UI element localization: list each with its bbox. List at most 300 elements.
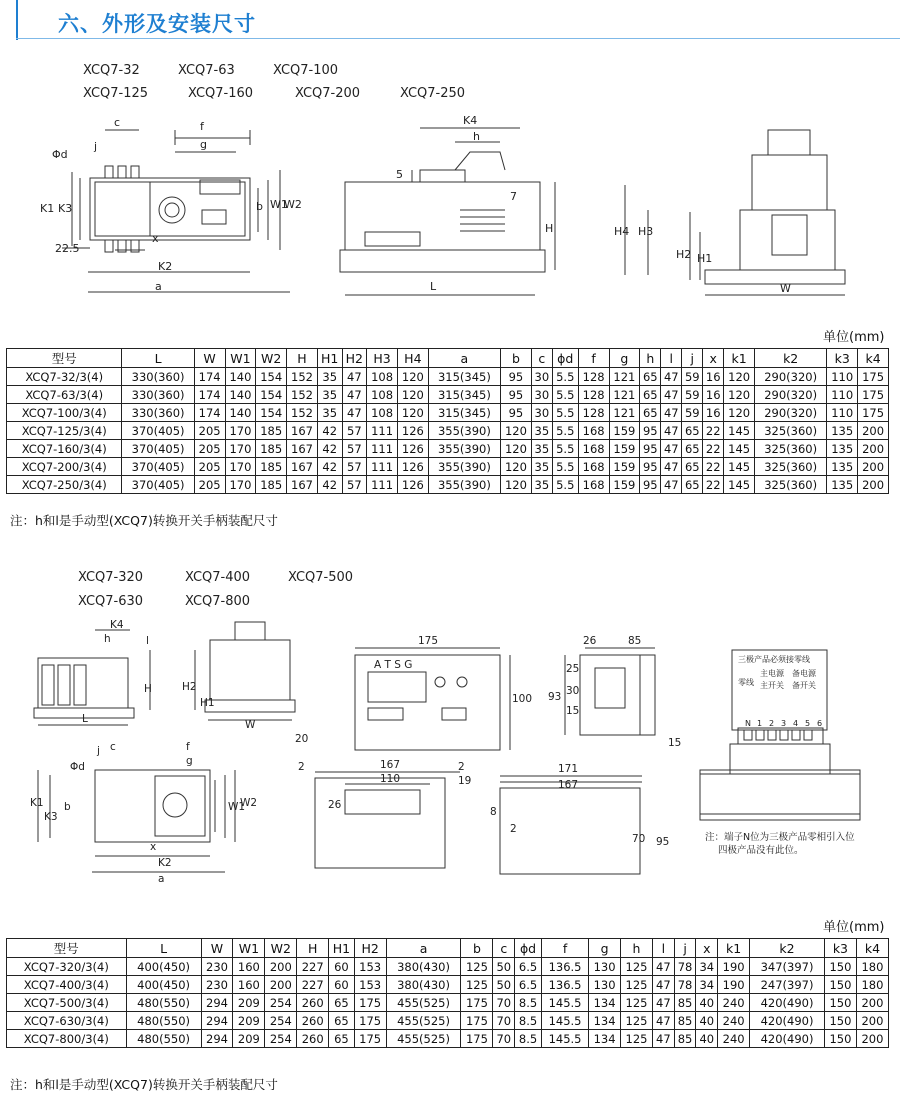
column-header: H3 <box>367 349 398 368</box>
table-cell: XCQ7-250/3(4) <box>7 476 122 494</box>
column-header: h <box>621 939 653 958</box>
table-cell: 47 <box>652 958 674 976</box>
dim-label: L <box>430 280 437 293</box>
table-cell: 65 <box>640 386 661 404</box>
table-cell: 95 <box>501 404 532 422</box>
dim-label: j <box>94 140 98 153</box>
column-header: j <box>674 939 696 958</box>
table-cell: 121 <box>609 386 640 404</box>
dim-label: 30 <box>566 685 580 697</box>
table-cell: 154 <box>256 404 287 422</box>
table-cell: 35 <box>531 476 552 494</box>
column-header: b <box>461 939 493 958</box>
dim-label: K4 <box>110 619 124 631</box>
dim-label: 20 <box>295 733 309 745</box>
page-title: 六、外形及安装尺寸 <box>58 12 256 36</box>
table-cell: 120 <box>397 368 428 386</box>
table-cell: 200 <box>858 440 889 458</box>
table-cell: 153 <box>354 976 386 994</box>
dim-label: f <box>200 120 204 133</box>
terminal-number: 5 <box>805 719 811 728</box>
table-cell: 108 <box>367 404 398 422</box>
table-cell: 47 <box>342 368 367 386</box>
table-cell: 140 <box>225 404 256 422</box>
table-cell: 47 <box>652 976 674 994</box>
dim-label: 175 <box>418 635 439 647</box>
table-cell: 170 <box>225 422 256 440</box>
table-cell: 120 <box>501 476 532 494</box>
table-row <box>7 386 889 404</box>
column-header: H2 <box>354 939 386 958</box>
table-cell: 30 <box>531 386 552 404</box>
table-cell: 185 <box>256 476 287 494</box>
table-cell: 95 <box>501 386 532 404</box>
table-cell: 420(490) <box>750 1012 825 1030</box>
table-cell: 480(550) <box>126 1012 201 1030</box>
table-cell: 60 <box>329 976 355 994</box>
table-cell: 145 <box>724 458 755 476</box>
dim-label: K3 <box>58 202 73 215</box>
table-cell: 260 <box>297 1030 329 1048</box>
model-label: XCQ7-630 <box>78 594 144 609</box>
table-cell: 240 <box>718 1030 750 1048</box>
dim-label: 19 <box>458 775 472 787</box>
side-view-drawing-large <box>34 630 150 725</box>
table-cell: 185 <box>256 440 287 458</box>
model-label: XCQ7-63 <box>178 63 235 78</box>
table-cell: 5.5 <box>552 422 578 440</box>
table-cell: 200 <box>856 1030 888 1048</box>
table-cell: 159 <box>609 440 640 458</box>
table-cell: 154 <box>256 368 287 386</box>
table-cell: 159 <box>609 458 640 476</box>
table-header-row <box>7 939 889 958</box>
table-row <box>7 404 889 422</box>
table-cell: 400(450) <box>126 976 201 994</box>
table-cell: 150 <box>824 958 856 976</box>
dim-label: a <box>158 873 165 885</box>
column-header: W2 <box>256 349 287 368</box>
table-cell: 167 <box>287 476 318 494</box>
table-cell: 85 <box>674 1012 696 1030</box>
dim-label: c <box>110 741 116 753</box>
table-cell: 175 <box>461 994 493 1012</box>
table-cell: 254 <box>265 1030 297 1048</box>
table-cell: 35 <box>531 440 552 458</box>
table-cell: 70 <box>493 994 515 1012</box>
table-cell: 200 <box>856 1012 888 1030</box>
table-cell: 70 <box>493 1030 515 1048</box>
table-cell: 120 <box>501 422 532 440</box>
table-row <box>7 458 889 476</box>
table-cell: XCQ7-100/3(4) <box>7 404 122 422</box>
table-cell: 120 <box>724 386 755 404</box>
terminal-label: 备开关 <box>792 681 816 690</box>
dim-label: h <box>473 130 480 143</box>
table-cell: 145 <box>724 440 755 458</box>
table-cell: 294 <box>201 994 233 1012</box>
column-header: c <box>531 349 552 368</box>
table-cell: 325(360) <box>755 440 827 458</box>
table-cell: 200 <box>858 458 889 476</box>
table-cell: 175 <box>354 1012 386 1030</box>
table-cell: 110 <box>827 404 858 422</box>
table-cell: 159 <box>609 476 640 494</box>
title-underline <box>16 38 900 39</box>
dim-label: 2 <box>298 761 305 773</box>
table-cell: 125 <box>621 1030 653 1048</box>
dim-label: H1 <box>200 697 215 709</box>
table-cell: 42 <box>317 422 342 440</box>
table-row <box>7 1030 889 1048</box>
column-header: ϕd <box>552 349 578 368</box>
table-cell: 111 <box>367 422 398 440</box>
table-cell: 8.5 <box>515 994 542 1012</box>
table-cell: 200 <box>856 994 888 1012</box>
table-cell: XCQ7-400/3(4) <box>7 976 127 994</box>
dim-label: K3 <box>44 811 58 823</box>
dim-label: W2 <box>240 797 258 809</box>
dim-label: 93 <box>548 691 562 703</box>
table-cell: 65 <box>682 440 703 458</box>
table-cell: 47 <box>661 440 682 458</box>
model-label: XCQ7-320 <box>78 570 144 585</box>
table-cell: 85 <box>674 1030 696 1048</box>
table-cell: 200 <box>858 476 889 494</box>
table-cell: 30 <box>531 368 552 386</box>
column-header: l <box>652 939 674 958</box>
table-cell: 110 <box>827 386 858 404</box>
table-cell: 175 <box>461 1012 493 1030</box>
table-cell: XCQ7-320/3(4) <box>7 958 127 976</box>
dim-label: K1 <box>40 202 55 215</box>
dim-label: x <box>152 232 159 245</box>
table-cell: 5.5 <box>552 440 578 458</box>
table-cell: 47 <box>661 476 682 494</box>
table-cell: 420(490) <box>750 1030 825 1048</box>
table-cell: 65 <box>682 476 703 494</box>
table-cell: 227 <box>297 976 329 994</box>
table-cell: 150 <box>824 1012 856 1030</box>
terminal-number: 2 <box>769 719 775 728</box>
column-header: W1 <box>225 349 256 368</box>
dim-label: W1 <box>228 801 246 813</box>
table-cell: 370(405) <box>122 440 194 458</box>
table-cell: 145.5 <box>541 1012 588 1030</box>
table-cell: 125 <box>461 958 493 976</box>
model-label: XCQ7-125 <box>83 86 149 101</box>
dim-label: W <box>780 282 791 295</box>
dim-label: H2 <box>676 248 692 261</box>
table-cell: 110 <box>827 368 858 386</box>
column-header: k1 <box>718 939 750 958</box>
table-cell: 50 <box>493 958 515 976</box>
column-header: x <box>696 939 718 958</box>
table-cell: 160 <box>233 976 265 994</box>
dim-label: 167 <box>380 759 401 771</box>
front-view-drawing-large <box>38 770 235 872</box>
table-cell: 47 <box>661 404 682 422</box>
table-cell: 200 <box>265 976 297 994</box>
dim-label: 85 <box>628 635 642 647</box>
table-cell: 95 <box>640 440 661 458</box>
dim-label: 26 <box>583 635 597 647</box>
table-cell: 145.5 <box>541 1030 588 1048</box>
table-cell: 130 <box>589 976 621 994</box>
table-cell: 455(525) <box>386 1012 461 1030</box>
dim-label: 15 <box>566 705 580 717</box>
table-cell: 6.5 <box>515 958 542 976</box>
table-cell: XCQ7-800/3(4) <box>7 1030 127 1048</box>
table-cell: 247(397) <box>750 976 825 994</box>
table-cell: 16 <box>703 368 724 386</box>
table-cell: 65 <box>682 458 703 476</box>
column-header: k2 <box>750 939 825 958</box>
table-cell: 134 <box>589 994 621 1012</box>
model-label: XCQ7-200 <box>295 86 361 101</box>
table-cell: 42 <box>317 458 342 476</box>
table-cell: 35 <box>317 386 342 404</box>
table-cell: 315(345) <box>428 368 500 386</box>
dim-label: W <box>245 719 256 731</box>
column-header: H1 <box>329 939 355 958</box>
table-note: 注：h和l是手动型(XCQ7)转换开关手柄装配尺寸 <box>10 1077 278 1092</box>
unit-label: 单位(mm) <box>823 920 885 935</box>
table-cell: 174 <box>194 368 225 386</box>
table-cell: 5.5 <box>552 368 578 386</box>
table-cell: 35 <box>317 368 342 386</box>
table-cell: 126 <box>397 458 428 476</box>
table-row <box>7 368 889 386</box>
table-cell: XCQ7-500/3(4) <box>7 994 127 1012</box>
column-header: b <box>501 349 532 368</box>
table-cell: 57 <box>342 458 367 476</box>
table-cell: 175 <box>858 368 889 386</box>
table-cell: 168 <box>578 422 609 440</box>
table-cell: 175 <box>858 386 889 404</box>
table-cell: 140 <box>225 386 256 404</box>
table-cell: 16 <box>703 404 724 422</box>
table-cell: 420(490) <box>750 994 825 1012</box>
table-row <box>7 976 889 994</box>
table-cell: 30 <box>531 404 552 422</box>
table-cell: 209 <box>233 994 265 1012</box>
table-cell: 120 <box>724 404 755 422</box>
table-cell: 290(320) <box>755 404 827 422</box>
column-header: g <box>609 349 640 368</box>
table-cell: 70 <box>493 1012 515 1030</box>
table-cell: 294 <box>201 1030 233 1048</box>
column-header: k2 <box>755 349 827 368</box>
table-cell: 128 <box>578 368 609 386</box>
column-header: H1 <box>317 349 342 368</box>
end-view-drawing <box>625 130 845 295</box>
dim-label: a <box>155 280 162 293</box>
column-header: c <box>493 939 515 958</box>
table-cell: 325(360) <box>755 476 827 494</box>
terminal-number: 1 <box>757 719 763 728</box>
table-cell: 130 <box>589 958 621 976</box>
table-cell: 260 <box>297 1012 329 1030</box>
terminal-note: 四极产品没有此位。 <box>718 845 804 856</box>
table-cell: 135 <box>827 476 858 494</box>
table-cell: 190 <box>718 976 750 994</box>
table-cell: 5.5 <box>552 404 578 422</box>
column-header: L <box>122 349 194 368</box>
model-label: XCQ7-160 <box>188 86 254 101</box>
table-cell: 168 <box>578 476 609 494</box>
table-cell: 22 <box>703 440 724 458</box>
dim-label: 110 <box>380 773 401 785</box>
table-cell: 42 <box>317 440 342 458</box>
column-header: W1 <box>233 939 265 958</box>
table-cell: 145 <box>724 422 755 440</box>
column-header: j <box>682 349 703 368</box>
column-header: W <box>194 349 225 368</box>
table-cell: 170 <box>225 476 256 494</box>
table-cell: 145 <box>724 476 755 494</box>
table-cell: 111 <box>367 440 398 458</box>
table-cell: 205 <box>194 440 225 458</box>
dim-label: W1 <box>270 198 288 211</box>
table-cell: 50 <box>493 976 515 994</box>
table-cell: 85 <box>674 994 696 1012</box>
table-cell: 35 <box>531 422 552 440</box>
dim-label: 25 <box>566 663 580 675</box>
table-cell: 480(550) <box>126 994 201 1012</box>
model-label: XCQ7-800 <box>185 594 251 609</box>
column-header: a <box>386 939 461 958</box>
table-cell: 168 <box>578 458 609 476</box>
table-cell: 325(360) <box>755 422 827 440</box>
table-cell: 47 <box>661 458 682 476</box>
section2-drawings <box>0 610 900 900</box>
table-cell: XCQ7-630/3(4) <box>7 1012 127 1030</box>
table-cell: 205 <box>194 458 225 476</box>
table-cell: 190 <box>718 958 750 976</box>
table-cell: 6.5 <box>515 976 542 994</box>
table-cell: 22 <box>703 458 724 476</box>
table-cell: 95 <box>640 422 661 440</box>
model-label: XCQ7-100 <box>273 63 339 78</box>
table-cell: 170 <box>225 440 256 458</box>
table-cell: 65 <box>640 368 661 386</box>
table-row <box>7 476 889 494</box>
dim-label: x <box>150 841 157 853</box>
table-cell: 254 <box>265 1012 297 1030</box>
dim-label: 167 <box>558 779 579 791</box>
table-cell: 330(360) <box>122 386 194 404</box>
table-cell: 5.5 <box>552 458 578 476</box>
table-cell: 65 <box>640 404 661 422</box>
column-header: k1 <box>724 349 755 368</box>
table-cell: 240 <box>718 1012 750 1030</box>
table-cell: 330(360) <box>122 368 194 386</box>
panel-cutout-drawing <box>315 772 460 868</box>
table-cell: 325(360) <box>755 458 827 476</box>
table-cell: 42 <box>317 476 342 494</box>
table-cell: 125 <box>461 976 493 994</box>
table-cell: 175 <box>354 1030 386 1048</box>
table-cell: 227 <box>297 958 329 976</box>
table-cell: 480(550) <box>126 1030 201 1048</box>
dim-label: 2 <box>458 761 465 773</box>
table-cell: 175 <box>461 1030 493 1048</box>
side-view-drawing <box>340 128 555 295</box>
table-cell: 136.5 <box>541 958 588 976</box>
table-cell: 47 <box>661 386 682 404</box>
table-cell: 205 <box>194 476 225 494</box>
table-cell: 47 <box>652 1012 674 1030</box>
terminal-number: N <box>745 719 751 728</box>
title-accent-bar <box>16 0 18 40</box>
dim-label: K4 <box>463 114 478 127</box>
table-cell: 8.5 <box>515 1012 542 1030</box>
table-cell: 5.5 <box>552 476 578 494</box>
column-header: W2 <box>265 939 297 958</box>
table-cell: 200 <box>858 422 889 440</box>
dim-label: H4 <box>614 225 630 238</box>
dim-label: l <box>146 635 149 647</box>
column-header: h <box>640 349 661 368</box>
table-cell: 8.5 <box>515 1030 542 1048</box>
table-cell: XCQ7-160/3(4) <box>7 440 122 458</box>
table-cell: 34 <box>696 976 718 994</box>
table-row <box>7 440 889 458</box>
table-row <box>7 994 889 1012</box>
table-cell: 47 <box>652 994 674 1012</box>
table-cell: 355(390) <box>428 476 500 494</box>
dim-label: H <box>144 683 152 695</box>
table-cell: 290(320) <box>755 368 827 386</box>
dim-label: Φd <box>70 761 85 773</box>
table-cell: 35 <box>531 458 552 476</box>
model-label: XCQ7-250 <box>400 86 466 101</box>
dim-label: f <box>186 741 190 753</box>
table-row <box>7 1012 889 1030</box>
dim-label: b <box>64 801 71 813</box>
table-row <box>7 422 889 440</box>
table-cell: 175 <box>858 404 889 422</box>
terminal-note: 注：端子N位为三极产品零相引入位 <box>705 832 855 843</box>
unit-label: 单位(mm) <box>823 330 885 345</box>
terminal-number: 3 <box>781 719 787 728</box>
table-cell: 134 <box>589 1030 621 1048</box>
table-cell: 135 <box>827 458 858 476</box>
table-cell: 240 <box>718 994 750 1012</box>
terminal-number: 6 <box>817 719 823 728</box>
table-cell: 168 <box>578 440 609 458</box>
table-cell: 120 <box>397 386 428 404</box>
table-cell: 170 <box>225 458 256 476</box>
dim-label: H <box>545 222 554 235</box>
table-cell: 120 <box>501 458 532 476</box>
table-cell: 57 <box>342 422 367 440</box>
table-cell: 65 <box>329 994 355 1012</box>
column-header: H <box>287 349 318 368</box>
panel-text: A T S G <box>374 659 413 671</box>
table-cell: 180 <box>856 976 888 994</box>
table-cell: 22 <box>703 422 724 440</box>
table-cell: 315(345) <box>428 404 500 422</box>
model-label: XCQ7-32 <box>83 63 140 78</box>
terminal-label: 备电源 <box>792 669 816 678</box>
table-cell: 140 <box>225 368 256 386</box>
table-cell: 185 <box>256 422 287 440</box>
table-cell: 290(320) <box>755 386 827 404</box>
spec-table <box>6 938 889 1048</box>
table-cell: 40 <box>696 1030 718 1048</box>
